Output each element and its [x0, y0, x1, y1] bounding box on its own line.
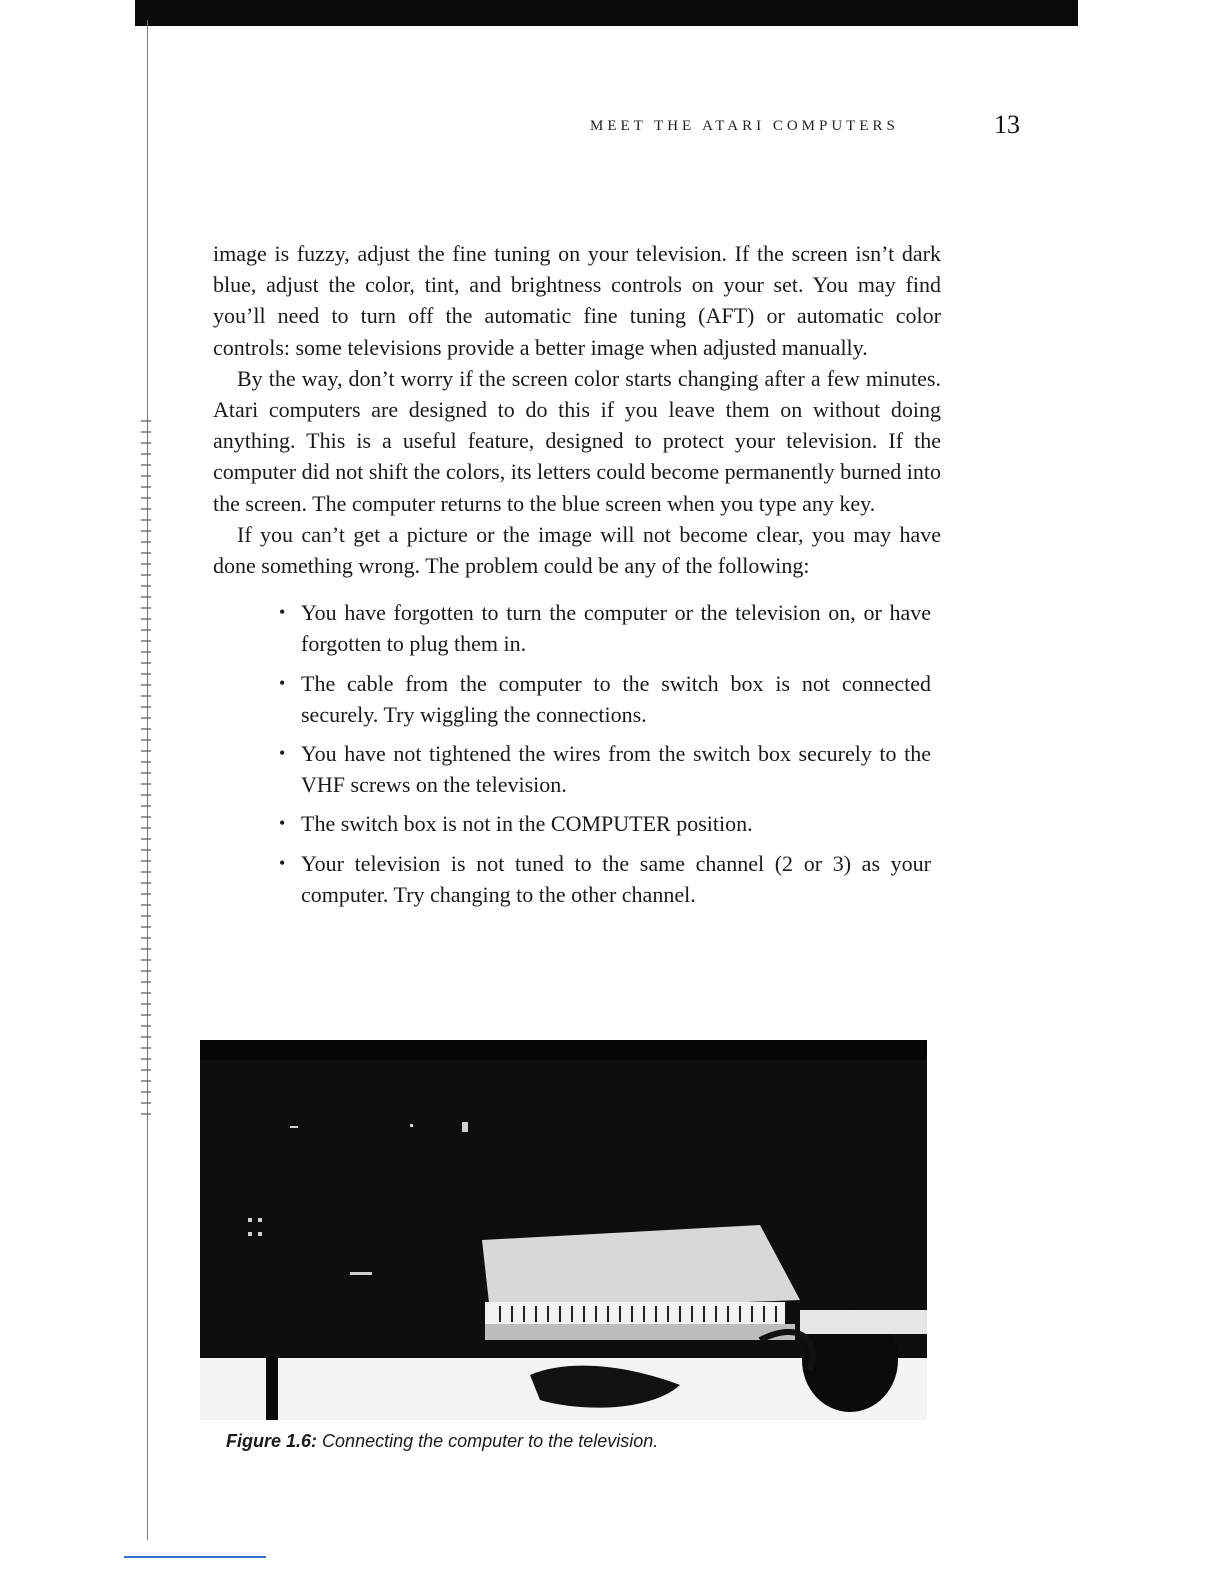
paragraph: If you can’t get a picture or the image will not become clear, you may have done something wrong. The problem could be any of the following:: [213, 521, 941, 579]
bullet-icon: •: [279, 743, 286, 764]
list-item-text: The switch box is not in the COMPUTER position.: [301, 811, 753, 837]
list-item-text: The cable from the computer to the switch box is not connected securely. Try wiggling the connections.: [301, 670, 931, 727]
figure-label: Figure 1.6:: [226, 1431, 318, 1451]
page-number: 13: [994, 110, 1020, 139]
list-item-text: You have not tightened the wires from the switch box securely to the VHF screws on the television.: [301, 741, 931, 798]
bullet-icon: •: [279, 813, 286, 834]
paragraph: By the way, don’t worry if the screen color starts changing after a few minutes. Atari computers are designed to do this if you leave them on without doing anything. This is a useful feature, designed to protect your television. If the computer did not shift the colors, its letters could become permanently burned into the screen. The computer returns to the blue screen when you type any key.: [213, 365, 941, 516]
running-head: [590, 110, 1020, 142]
binding-marks: [141, 420, 151, 1120]
figure-photo: [200, 1040, 927, 1420]
list-item-text: Your television is not tuned to the same channel (2 or 3) as your computer. Try changing to the other channel.: [301, 850, 931, 907]
running-title: MEET THE ATARI COMPUTERS: [590, 118, 899, 134]
list-item: [279, 597, 931, 659]
list-item: [279, 738, 931, 800]
bullet-icon: •: [279, 672, 286, 693]
computer-and-television-photo: [200, 1040, 927, 1420]
list-item: [279, 808, 931, 839]
troubleshooting-list: [213, 597, 941, 910]
figure-caption-text: Connecting the computer to the television.: [322, 1431, 659, 1451]
scan-top-edge: [135, 0, 1078, 26]
figure-caption: [226, 1431, 846, 1452]
paragraph: image is fuzzy, adjust the fine tuning on your television. If the screen isn’t dark blue, adjust the color, tint, and brightness controls on your set. You may find you’ll need to turn off the automatic fine tuning (AFT) or automatic color controls: some televisions provide a better image when adjusted manually.: [213, 241, 941, 360]
book-binding-edge: [135, 20, 149, 1540]
list-item-text: You have forgotten to turn the computer or the television on, or have forgotten to plug them in.: [301, 600, 931, 657]
bullet-icon: •: [279, 602, 286, 623]
bullet-icon: •: [279, 852, 286, 873]
list-item: [279, 848, 931, 910]
list-item: [279, 668, 931, 730]
body-text: [213, 238, 941, 918]
scan-bottom-rule: [124, 1556, 266, 1558]
